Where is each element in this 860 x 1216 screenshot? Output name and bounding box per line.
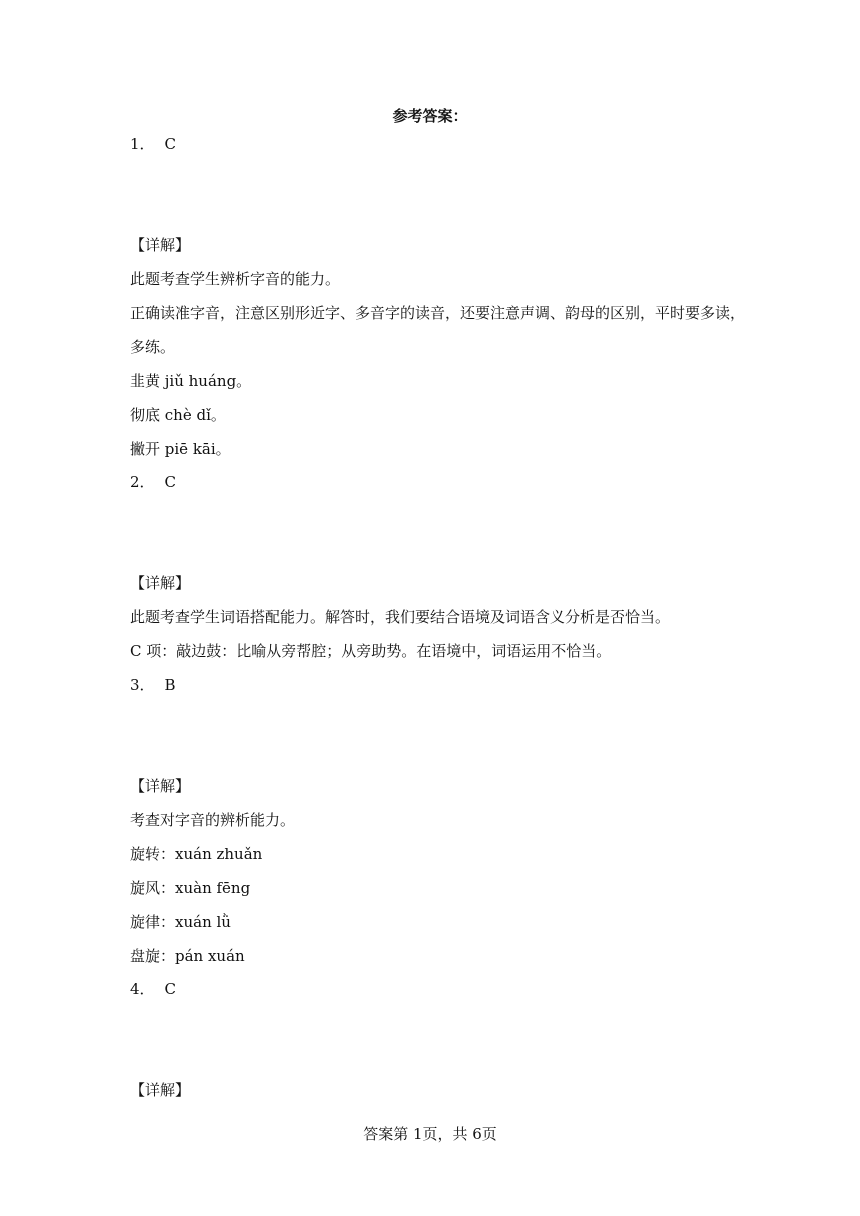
answer-2-header: [130, 472, 176, 492]
answer-number: 2．: [130, 473, 155, 491]
detail-label: 【详解】: [130, 777, 191, 795]
detail-line: 旋转：xuán zhuǎn: [130, 845, 263, 863]
detail-label: 【详解】: [130, 574, 191, 592]
detail-line: 韭黄 jiǔ huáng。: [130, 372, 252, 390]
detail-line: 撇开 piē kāi。: [130, 440, 231, 458]
answer-letter: C: [164, 980, 177, 998]
detail-line: 旋风：xuàn fēng: [130, 879, 251, 897]
detail-line: 正确读准字音，注意区别形近字、多音字的读音，还要注意声调、韵母的区别，平时要多读，: [130, 304, 746, 322]
detail-line: 彻底 chè dǐ。: [130, 406, 226, 424]
detail-line: 多练。: [130, 338, 176, 356]
page-footer: 答案第 1页，共 6页: [363, 1125, 497, 1143]
detail-line: 盘旋：pán xuán: [130, 947, 245, 965]
answer-number: 1．: [130, 135, 155, 153]
answer-letter: C: [164, 135, 177, 153]
detail-line: 此题考查学生辨析字音的能力。: [130, 270, 341, 288]
detail-label: 【详解】: [130, 236, 191, 254]
detail-line: C 项：敲边鼓：比喻从旁帮腔；从旁助势。在语境中，词语运用不恰当。: [130, 642, 612, 660]
detail-line: 旋律：xuán lǜ: [130, 913, 231, 931]
detail-label: 【详解】: [130, 1081, 191, 1099]
answer-4-header: [130, 979, 176, 999]
detail-line: 此题考查学生词语搭配能力。解答时，我们要结合语境及词语含义分析是否恰当。: [130, 608, 671, 626]
answer-1-header: [130, 134, 176, 154]
answer-letter: B: [164, 676, 176, 694]
answer-3-header: [130, 675, 176, 695]
detail-line: 考查对字音的辨析能力。: [130, 811, 296, 829]
answer-number: 4．: [130, 980, 155, 998]
answer-number: 3．: [130, 676, 155, 694]
page-title: 参考答案：: [392, 107, 468, 125]
answer-letter: C: [164, 473, 177, 491]
